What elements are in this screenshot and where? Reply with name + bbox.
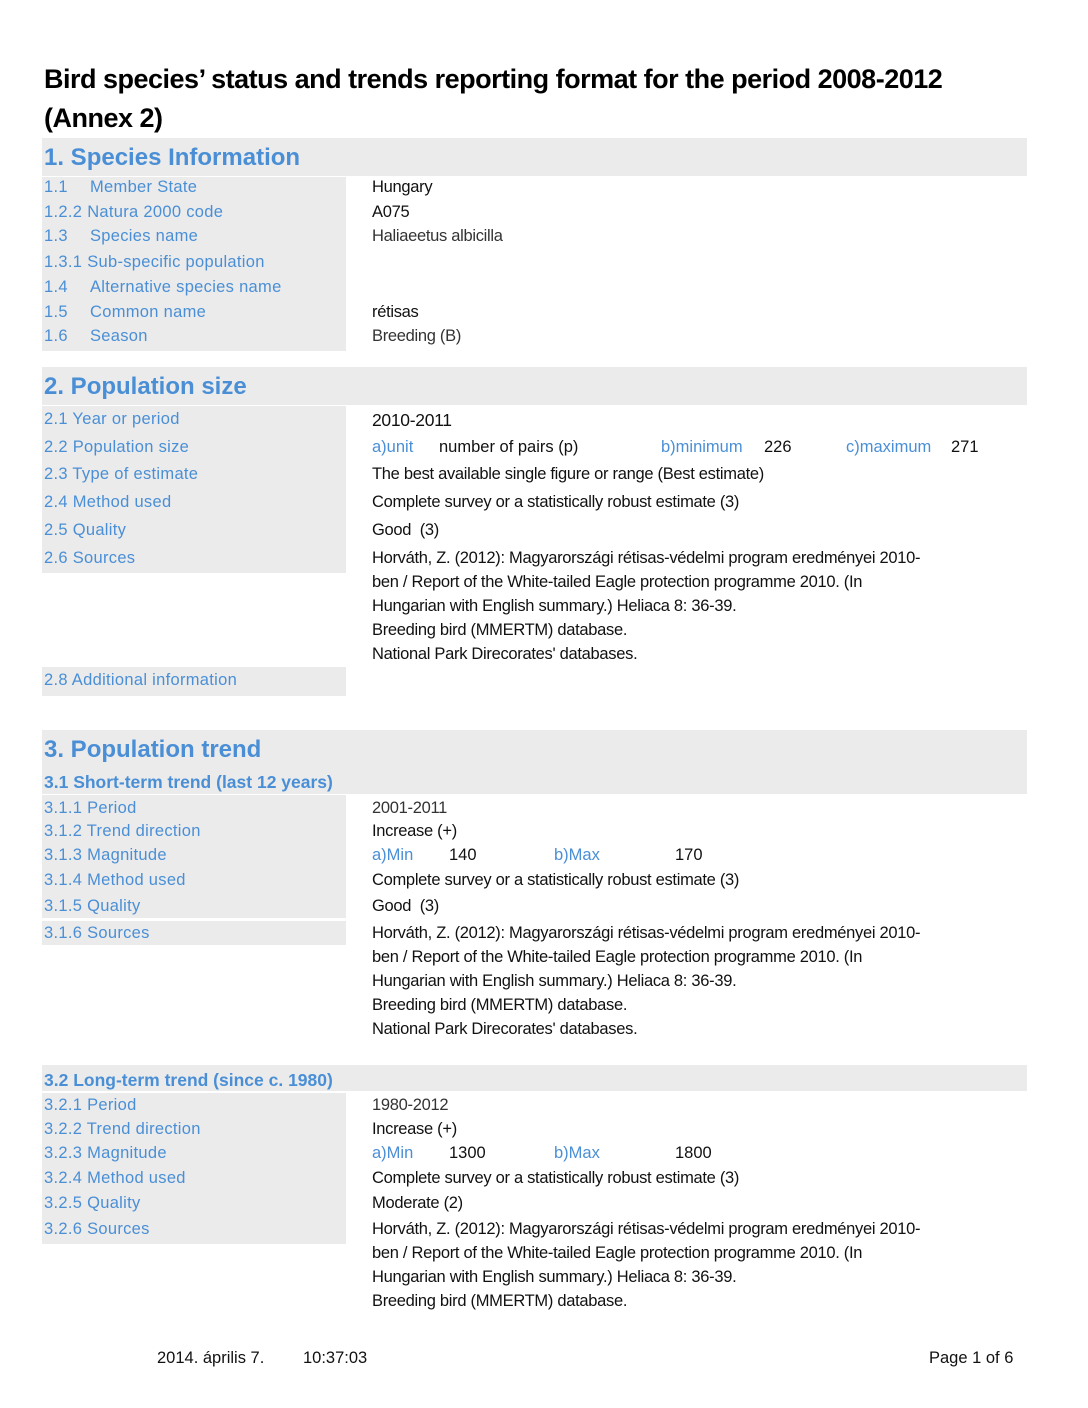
field-number: 1.5 — [44, 303, 68, 321]
source-line: Hungarian with English summary.) Heliaca 8: 36-39. — [372, 972, 737, 990]
field-label: Species name — [90, 227, 199, 245]
species-info-label — [44, 203, 223, 222]
year-period-label: 2.1 Year or period — [44, 410, 180, 428]
species-info-label — [44, 253, 265, 272]
species-info-label — [44, 178, 197, 197]
additional-information-label: 2.8 Additional information — [44, 671, 238, 689]
species-info-label — [44, 278, 282, 297]
long-term-min-value: 1300 — [449, 1144, 486, 1162]
field-label: Common name — [90, 303, 207, 321]
source-line: Hungarian with English summary.) Heliaca 8: 36-39. — [372, 597, 737, 615]
long-term-quality-value: Moderate (2) — [372, 1194, 463, 1212]
footer-time: 10:37:03 — [303, 1349, 368, 1367]
species-info-label — [44, 303, 206, 322]
section-3-heading: 3. Population trend — [44, 736, 262, 763]
long-term-sources-label: 3.2.6 Sources — [44, 1220, 150, 1238]
long-term-method-value: Complete survey or a statistically robust estimate (3) — [372, 1169, 740, 1187]
maximum-key: c)maximum — [846, 438, 932, 456]
long-term-period-label: 3.2.1 Period — [44, 1096, 137, 1114]
source-line: National Park Direcorates' databases. — [372, 645, 638, 663]
short-term-magnitude-label: 3.1.3 Magnitude — [44, 846, 167, 864]
document-title — [44, 60, 1044, 138]
minimum-key: b)minimum — [661, 438, 743, 456]
method-used-value: Complete survey or a statistically robust estimate (3) — [372, 493, 740, 511]
long-term-period-value: 1980-2012 — [372, 1096, 449, 1114]
section-2-heading: 2. Population size — [44, 373, 247, 400]
section-2-label-column — [42, 406, 346, 573]
footer-date: 2014. április 7. — [157, 1349, 265, 1367]
species-info-value: Haliaeetus albicilla — [372, 227, 503, 245]
short-term-method-value: Complete survey or a statistically robust estimate (3) — [372, 871, 740, 889]
source-line: Breeding bird (MMERTM) database. — [372, 996, 628, 1014]
long-term-direction-value: Increase (+) — [372, 1120, 457, 1138]
short-term-sources-label: 3.1.6 Sources — [44, 924, 150, 942]
field-label: Sub-specific population — [87, 253, 265, 271]
short-term-method-label: 3.1.4 Method used — [44, 871, 186, 889]
short-term-max-key: b)Max — [554, 846, 600, 864]
short-term-trend-heading: 3.1 Short-term trend (last 12 years) — [44, 772, 333, 792]
long-term-direction-label: 3.2.2 Trend direction — [44, 1120, 201, 1138]
sources-label: 2.6 Sources — [44, 549, 136, 567]
minimum-value: 226 — [764, 438, 792, 456]
species-info-value: rétisas — [372, 303, 419, 321]
method-used-label: 2.4 Method used — [44, 493, 172, 511]
unit-value: number of pairs (p) — [439, 438, 579, 456]
short-term-direction-value: Increase (+) — [372, 822, 457, 840]
source-line: Breeding bird (MMERTM) database. — [372, 1292, 628, 1310]
species-info-value: A075 — [372, 203, 410, 221]
section-1-heading: 1. Species Information — [44, 144, 301, 171]
population-size-label: 2.2 Population size — [44, 438, 190, 456]
short-term-sources-value — [372, 921, 920, 1041]
species-info-value: Hungary — [372, 178, 433, 196]
document-title-line2: (Annex 2) — [44, 103, 163, 133]
field-number: 1.2.2 — [44, 203, 83, 221]
unit-key: a)unit — [372, 438, 414, 456]
document-title-line1: Bird species’ status and trends reporting format for the period 2008-2012 — [44, 64, 943, 94]
short-term-max-value: 170 — [675, 846, 703, 864]
field-number: 1.3.1 — [44, 253, 83, 271]
source-line: Horváth, Z. (2012): Magyarországi rétisas-védelmi program eredményei 2010- — [372, 549, 921, 567]
source-line: Horváth, Z. (2012): Magyarországi rétisas-védelmi program eredményei 2010- — [372, 924, 921, 942]
sources-value — [372, 546, 920, 666]
short-term-min-key: a)Min — [372, 846, 414, 864]
short-term-direction-label: 3.1.2 Trend direction — [44, 822, 201, 840]
field-label: Natura 2000 code — [87, 203, 224, 221]
field-number: 1.1 — [44, 178, 68, 196]
species-info-value: Breeding (B) — [372, 327, 462, 345]
year-period-value: 2010-2011 — [372, 410, 452, 430]
short-term-quality-value: Good (3) — [372, 897, 439, 915]
source-line: Breeding bird (MMERTM) database. — [372, 621, 628, 639]
short-term-min-value: 140 — [449, 846, 477, 864]
long-term-sources-value — [372, 1217, 920, 1313]
source-line: National Park Direcorates' databases. — [372, 1020, 638, 1038]
source-line: Hungarian with English summary.) Heliaca 8: 36-39. — [372, 1268, 737, 1286]
field-label: Season — [90, 327, 148, 345]
field-label: Member State — [90, 178, 198, 196]
short-term-period-label: 3.1.1 Period — [44, 799, 137, 817]
species-info-label — [44, 227, 198, 246]
long-term-trend-heading: 3.2 Long-term trend (since c. 1980) — [44, 1070, 333, 1090]
source-line: ben / Report of the White-tailed Eagle protection programme 2010. (In — [372, 1244, 863, 1262]
field-number: 1.4 — [44, 278, 68, 296]
type-of-estimate-value: The best available single figure or range (Best estimate) — [372, 465, 764, 483]
page-number: Page 1 of 6 — [929, 1349, 1014, 1367]
long-term-quality-label: 3.2.5 Quality — [44, 1194, 141, 1212]
type-of-estimate-label: 2.3 Type of estimate — [44, 465, 199, 483]
field-label: Alternative species name — [90, 278, 282, 296]
quality-value: Good (3) — [372, 521, 439, 539]
source-line: ben / Report of the White-tailed Eagle protection programme 2010. (In — [372, 948, 863, 966]
source-line: Horváth, Z. (2012): Magyarországi rétisas-védelmi program eredményei 2010- — [372, 1220, 921, 1238]
field-number: 1.3 — [44, 227, 68, 245]
long-term-magnitude-label: 3.2.3 Magnitude — [44, 1144, 167, 1162]
short-term-quality-label: 3.1.5 Quality — [44, 897, 141, 915]
long-term-method-label: 3.2.4 Method used — [44, 1169, 186, 1187]
short-term-period-value: 2001-2011 — [372, 799, 447, 817]
source-line: ben / Report of the White-tailed Eagle protection programme 2010. (In — [372, 573, 863, 591]
long-term-max-key: b)Max — [554, 1144, 600, 1162]
long-term-min-key: a)Min — [372, 1144, 414, 1162]
long-term-max-value: 1800 — [675, 1144, 712, 1162]
species-info-label — [44, 327, 148, 346]
quality-label: 2.5 Quality — [44, 521, 127, 539]
field-number: 1.6 — [44, 327, 68, 345]
maximum-value: 271 — [951, 438, 979, 456]
